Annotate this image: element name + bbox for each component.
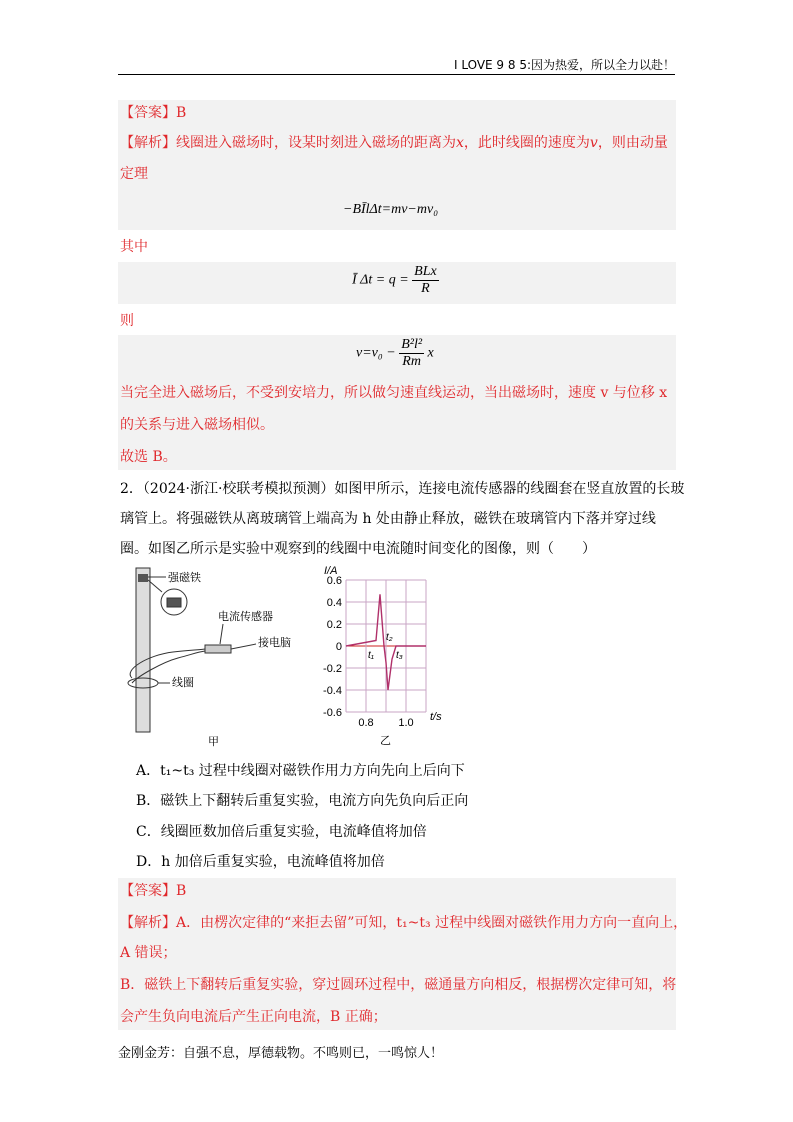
analysis2-line2: A 错误； <box>120 945 177 961</box>
t2-label: t₂ <box>386 632 393 643</box>
analysis2-line4: 会产生负向电流后产生正向电流，B 正确； <box>120 1009 387 1025</box>
caption-b: 乙 <box>380 735 391 747</box>
figure <box>118 560 458 750</box>
caption-a: 甲 <box>208 736 219 748</box>
y-tick-label: 0.6 <box>326 575 342 587</box>
page-footer: 金刚金芳：自强不息，厚德载物。不鸣则已，一鸣惊人！ <box>118 1046 444 1061</box>
analysis1-line4: 的关系与进入磁场相似。 <box>120 417 274 433</box>
y-tick-label: 0 <box>335 641 342 653</box>
q2-line3: 圈。如图乙所示是实验中观察到的线圈中电流随时间变化的图像，则（ ） <box>120 541 596 557</box>
label-sensor: 电流传感器 <box>218 611 273 623</box>
x-tick-label: 0.8 <box>358 717 374 729</box>
analysis1-line3: 当完全进入磁场后，不受到安培力，所以做匀速直线运动，当出磁场时，速度 v 与位移 x <box>120 385 668 401</box>
figure-svg <box>118 560 458 750</box>
glass-tube <box>136 568 150 732</box>
y-tick-label: 0.4 <box>326 597 342 609</box>
page-header <box>118 56 675 75</box>
y-tick-label: 0.2 <box>326 619 342 631</box>
analysis1-line2: 定理 <box>120 166 148 182</box>
option-d: D．h 加倍后重复实验，电流峰值将加倍 <box>136 854 385 870</box>
sensor-icon <box>205 645 231 653</box>
label-coil: 线圈 <box>172 677 194 689</box>
label-magnet: 强磁铁 <box>168 572 201 584</box>
answer1: 【答案】B <box>120 105 187 121</box>
equation-1: −BĪlΔt=mv−mv₀ <box>343 202 439 217</box>
x-axis-label: t/s <box>430 711 442 723</box>
y-axis-label: I/A <box>324 565 338 577</box>
t1-label: t₁ <box>368 650 374 661</box>
y-tick-label: -0.4 <box>323 685 342 697</box>
q2-line2: 璃管上。将强磁铁从离玻璃管上端高为 h 处由静止释放，磁铁在玻璃管内下落并穿过线 <box>120 511 656 527</box>
t3-label: t₃ <box>396 650 403 661</box>
option-b: B．磁铁上下翻转后重复实验，电流方向先负向后正向 <box>136 793 469 809</box>
x-tick-label: 1.0 <box>398 717 414 729</box>
analysis1-line1: 【解析】线圈进入磁场时，设某时刻进入磁场的距离为x，此时线圈的速度为v，则由动量 <box>120 135 668 151</box>
qizhong: 其中 <box>120 239 148 255</box>
header-text: I LOVE 9 8 5:因为热爱，所以全力以赴！ <box>453 58 675 72</box>
current-chart <box>323 565 442 747</box>
answer2: 【答案】B <box>120 883 187 899</box>
equation-3: v=v₀ − $\frac{\text{B²l²}}{Rm}$ x <box>356 337 434 369</box>
label-computer: 接电脑 <box>258 637 291 649</box>
q2-line1: 2．（2024·浙江·校联考模拟预测）如图甲所示，连接电流传感器的线圈套在竖直放置的长玻 <box>120 481 685 497</box>
ze: 则 <box>120 313 134 329</box>
option-c: C．线圈匝数加倍后重复实验，电流峰值将加倍 <box>136 824 427 840</box>
equation-2: Ī Δt = q = $\frac{\text{BLx}}{R}$ <box>352 264 437 296</box>
y-tick-label: -0.2 <box>323 663 342 675</box>
analysis1-line5: 故选 B。 <box>120 449 177 465</box>
analysis2-line1: 【解析】A．由楞次定律的“来拒去留”可知，t₁~t₃ 过程中线圈对磁铁作用力方向一直向上， <box>120 915 688 931</box>
option-a: A．t₁~t₃ 过程中线圈对磁铁作用力方向先向上后向下 <box>136 763 465 779</box>
magnet-icon <box>138 574 148 582</box>
analysis2-line3: B．磁铁上下翻转后重复实验，穿过圆环过程中，磁通量方向相反，根据楞次定律可知，将 <box>120 977 677 993</box>
y-tick-label: -0.6 <box>323 707 342 719</box>
